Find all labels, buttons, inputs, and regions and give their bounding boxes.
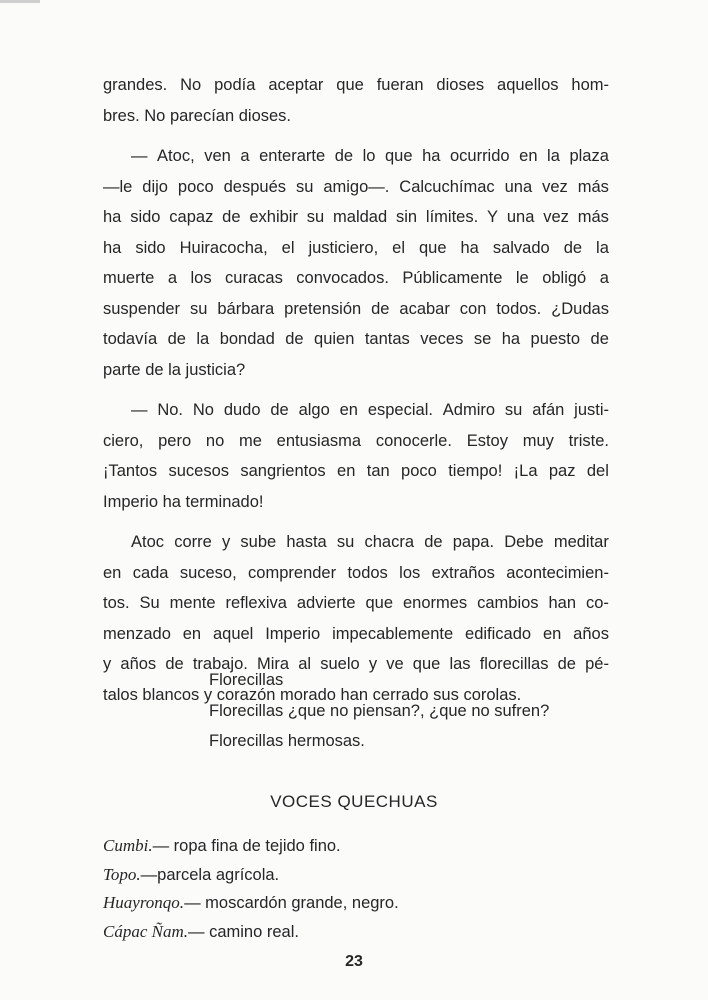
text-line: en cada suceso, comprender todos los extraños acontecimien- [103, 563, 609, 582]
text-line: — No. No dudo de algo en especial. Admiro su afán justi- [131, 401, 609, 419]
text-line: menzado en aquel Imperio impecablemente edificado en años [103, 624, 609, 643]
glossary-entry [103, 889, 399, 918]
text-line: parte de la justicia? [103, 360, 246, 379]
paragraph [103, 70, 609, 131]
text-line: y años de trabajo. Mira al suelo y ve que las florecillas de pé- [103, 655, 609, 673]
poem [209, 665, 549, 757]
body-text [103, 70, 609, 710]
glossary-term: Topo. [103, 864, 141, 884]
text-line: Atoc corre y sube hasta su chacra de papa. Debe meditar [131, 533, 609, 551]
glossary-definition: —parcela agrícola. [140, 865, 280, 884]
glossary-entry [103, 918, 399, 947]
text-line: ha sido capaz de exhibir su maldad sin límites. Y una vez más [103, 208, 609, 226]
text-line: todavía de la bondad de quien tantas veces se ha puesto de [103, 330, 609, 348]
text-line: — Atoc, ven a enterarte de lo que ha ocurrido en la plaza [131, 147, 609, 165]
glossary-term: Huayronqo. [103, 893, 185, 912]
text-line: talos blancos y corazón morado han cerrado sus corolas. [103, 685, 522, 704]
glossary-definition: — camino real. [188, 922, 299, 941]
text-line: ciero, pero no me entusiasma conocerle. Estoy muy triste. [103, 431, 609, 450]
text-line: suspender su bárbara pretensión de acabar con todos. ¿Dudas [103, 299, 609, 318]
glossary-heading: VOCES QUECHUAS [270, 792, 438, 811]
glossary-definition: — moscardón grande, negro. [184, 894, 399, 912]
text-line: —le dijo poco después su amigo—. Calcuchímac una vez más [103, 177, 609, 196]
text-line: tos. Su mente reflexiva advierte que enormes cambios han co- [103, 594, 609, 612]
poem-line: Florecillas ¿que no piensan?, ¿que no sufren? [209, 701, 550, 720]
text-line: ¡Tantos sucesos sangrientos en tan poco tiempo! ¡La paz del [103, 462, 609, 480]
paragraph [103, 395, 609, 517]
text-line: ha sido Huiracocha, el justiciero, el que ha salvado de la [103, 238, 609, 257]
scan-edge-mark [0, 0, 40, 3]
glossary-term: Cápac Ñam. [103, 921, 188, 941]
glossary-entry [103, 861, 399, 890]
glossary-entry [103, 832, 399, 861]
glossary [103, 832, 399, 946]
text-line: muerte a los curacas convocados. Públicamente le obligó a [103, 269, 609, 287]
glossary-definition: — ropa fina de tejido fino. [152, 837, 341, 855]
paragraph [103, 141, 609, 385]
text-line: grandes. No podía aceptar que fueran dioses aquellos hom- [103, 76, 609, 94]
glossary-term: Cumbi. [103, 836, 153, 855]
poem-line: Florecillas [209, 671, 284, 689]
text-line: Imperio ha terminado! [103, 492, 264, 511]
poem-line: Florecillas hermosas. [209, 732, 365, 750]
page-number: 23 [345, 953, 363, 970]
text-line: bres. No parecían dioses. [103, 106, 292, 125]
